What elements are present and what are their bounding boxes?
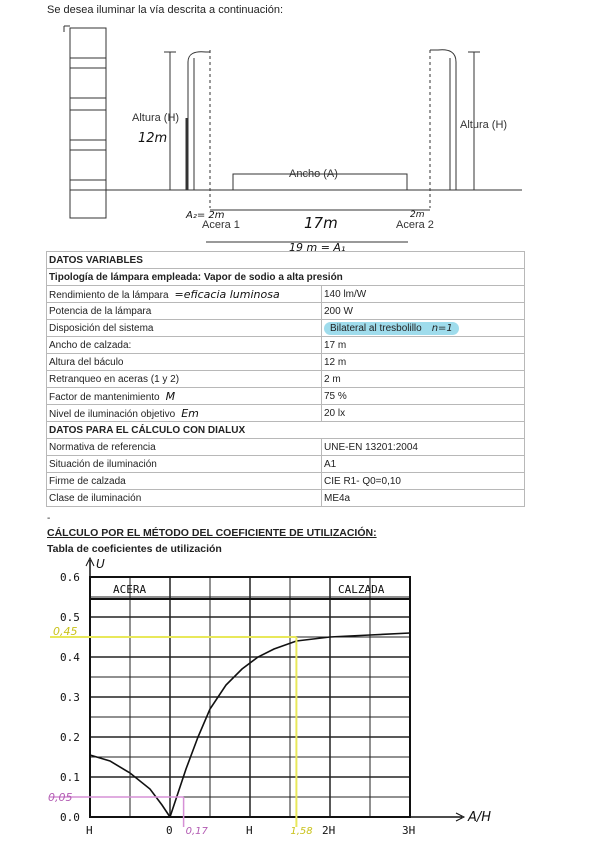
table-row xyxy=(47,473,525,490)
table-row xyxy=(47,439,525,456)
row-value: ME4a xyxy=(322,490,525,507)
x-tick-label: 0 xyxy=(166,824,173,837)
row-label xyxy=(47,337,322,354)
highlighted-value xyxy=(324,322,459,335)
table-row xyxy=(47,354,525,371)
table-row xyxy=(47,371,525,388)
row-value-text: 17 m xyxy=(324,339,347,351)
row-label xyxy=(47,303,322,320)
a2-hand: A₂= 2m xyxy=(186,210,225,221)
dash-mark: - xyxy=(47,513,51,524)
tab-title: Tabla de coeficientes de utilización xyxy=(47,543,222,555)
section-dialux xyxy=(47,422,525,439)
row-value-text: 12 m xyxy=(324,356,347,368)
acera2-label: Acera 2 xyxy=(396,219,434,231)
row-value-text: 200 W xyxy=(324,305,353,317)
y-tick-label: 0.4 xyxy=(60,651,80,664)
section-dialux-cell: DATOS PARA EL CÁLCULO CON DIALUX xyxy=(47,422,525,439)
region-calzada: CALZADA xyxy=(338,583,385,596)
altura-left-hand: 12m xyxy=(138,131,168,146)
section-datos-variables-cell: DATOS VARIABLES xyxy=(47,252,525,269)
acera2-hand: 2m xyxy=(410,210,425,220)
table-row xyxy=(47,405,525,422)
x-axis-label: A/H xyxy=(468,810,492,825)
handwritten-note: Em xyxy=(181,406,199,420)
row-value-text: 140 lm/W xyxy=(324,288,367,300)
total-hand: 19 m = A₁ xyxy=(289,241,346,252)
row-value: CIE R1- Q0=0,10 xyxy=(322,473,525,490)
annotation-x-low: 0,17 xyxy=(185,826,208,837)
calc-title: CÁLCULO POR EL MÉTODO DEL COEFICIENTE DE UTILIZACIÓN: xyxy=(47,527,377,539)
y-tick-label: 0.6 xyxy=(60,571,80,584)
altura-right-label: Altura (H) xyxy=(460,119,508,131)
row-label xyxy=(47,320,322,337)
row-value xyxy=(322,405,525,422)
row-value: UNE-EN 13201:2004 xyxy=(322,439,525,456)
x-tick-label: H xyxy=(246,824,253,837)
annotation-y-high: 0,45 xyxy=(53,625,78,638)
handwritten-n: n=1 xyxy=(431,322,453,334)
annotation-y-low: 0,05 xyxy=(48,791,73,804)
tipologia-row-cell: Tipología de lámpara empleada: Vapor de sodio a alta presión xyxy=(47,269,525,286)
row-label-text: Ancho de calzada: xyxy=(49,339,132,351)
section-datos-variables xyxy=(47,252,525,269)
y-axis-label: U xyxy=(96,557,105,571)
row-label: Situación de iluminación xyxy=(47,456,322,473)
row-label: Clase de iluminación xyxy=(47,490,322,507)
table-row xyxy=(47,320,525,337)
altura-left-label: Altura (H) xyxy=(132,112,180,124)
row-label-text: Disposición del sistema xyxy=(49,322,154,334)
row-label: Firme de calzada xyxy=(47,473,322,490)
building-icon xyxy=(64,26,106,218)
row-value-text: 20 lx xyxy=(324,407,346,419)
row-label xyxy=(47,371,322,388)
row-label xyxy=(47,405,322,422)
y-tick-label: 0.5 xyxy=(60,611,80,624)
handwritten-note: =eficacia luminosa xyxy=(174,287,280,301)
ancho-hand: 17m xyxy=(304,214,338,232)
row-label xyxy=(47,286,322,303)
row-label xyxy=(47,388,322,405)
y-tick-label: 0.3 xyxy=(60,691,80,704)
x-tick-label: 2H xyxy=(322,824,336,837)
table-row xyxy=(47,286,525,303)
row-value-text: Bilateral al tresbolillo xyxy=(330,322,422,334)
row-label-text: Altura del báculo xyxy=(49,356,124,368)
x-tick-label: 3H xyxy=(402,824,416,837)
y-tick-label: 0.0 xyxy=(60,811,80,824)
row-value-text: 2 m xyxy=(324,373,341,385)
row-value xyxy=(322,371,525,388)
row-label: Normativa de referencia xyxy=(47,439,322,456)
row-value: A1 xyxy=(322,456,525,473)
row-label-text: Nivel de iluminación objetivo xyxy=(49,408,176,420)
data-table xyxy=(46,251,525,507)
row-value xyxy=(322,303,525,320)
row-value xyxy=(322,286,525,303)
road-diagram xyxy=(46,18,526,252)
row-label-text: Potencia de la lámpara xyxy=(49,305,152,317)
utilization-chart xyxy=(0,552,600,848)
row-value-text: 75 % xyxy=(324,390,347,402)
table-row xyxy=(47,490,525,507)
table-row xyxy=(47,303,525,320)
row-value xyxy=(322,388,525,405)
y-tick-label: 0.1 xyxy=(60,771,80,784)
row-value xyxy=(322,337,525,354)
y-tick-label: 0.2 xyxy=(60,731,80,744)
acera1-label: Acera 1 xyxy=(202,219,240,231)
x-tick-label: H xyxy=(86,824,93,837)
left-lamp-post xyxy=(187,50,210,208)
region-acera: ACERA xyxy=(113,583,147,596)
table-row xyxy=(47,337,525,354)
handwritten-note: M xyxy=(165,389,176,403)
intro-text: Se desea iluminar la vía descrita a continuación: xyxy=(47,4,284,16)
row-value xyxy=(322,320,525,337)
row-label xyxy=(47,354,322,371)
table-row xyxy=(47,456,525,473)
ancho-label: Ancho (A) xyxy=(289,168,338,180)
row-label-text: Rendimiento de la lámpara xyxy=(49,289,169,301)
row-label-text: Retranqueo en aceras (1 y 2) xyxy=(49,373,180,385)
row-value xyxy=(322,354,525,371)
right-lamp-post xyxy=(430,50,456,208)
table-row xyxy=(47,388,525,405)
tipologia-row xyxy=(47,269,525,286)
row-label-text: Factor de mantenimiento xyxy=(49,391,160,403)
annotation-x-high: 1,58 xyxy=(290,826,313,837)
